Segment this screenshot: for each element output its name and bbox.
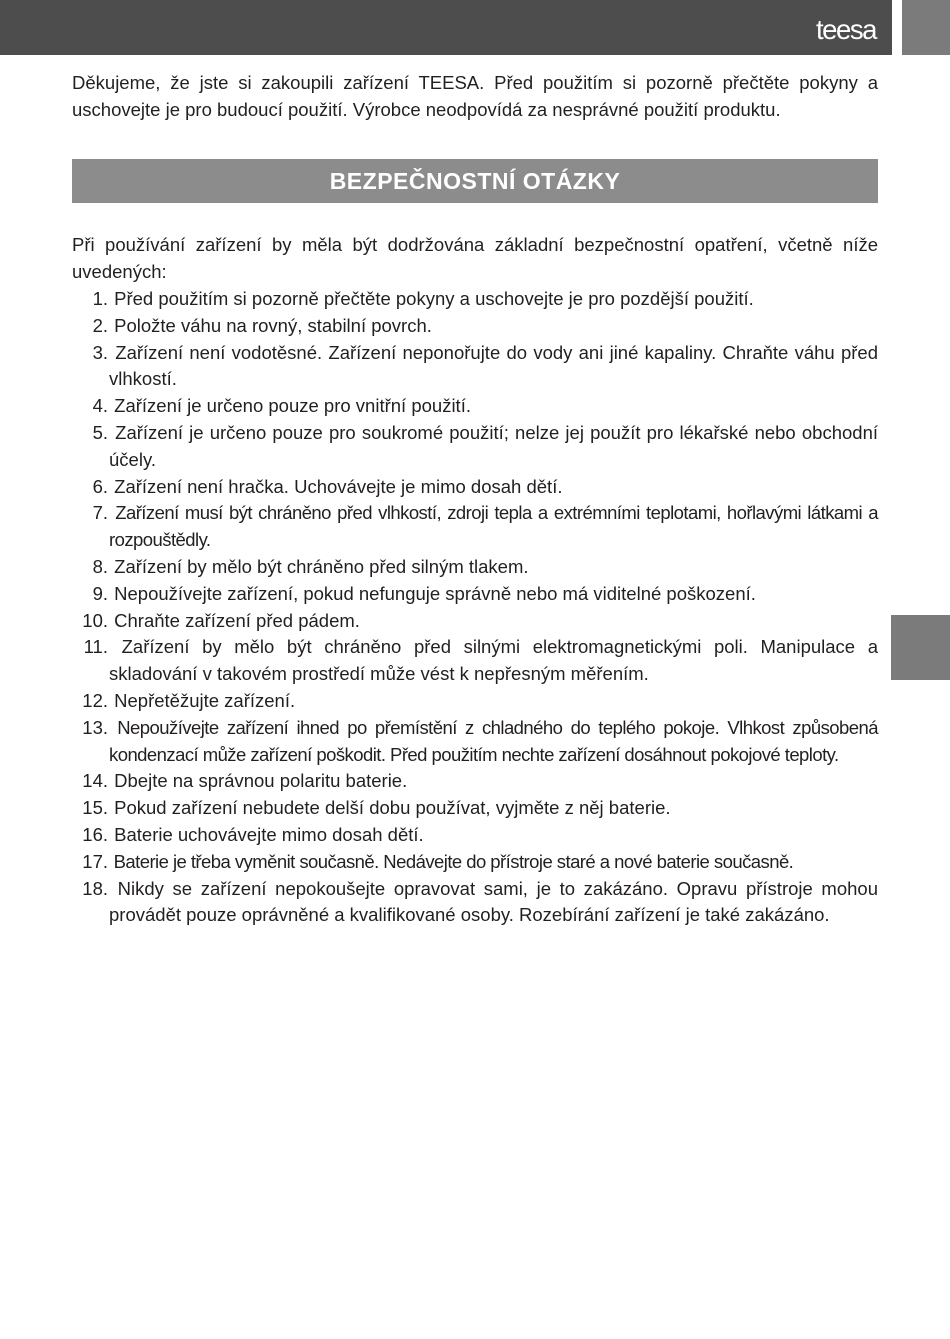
rule-text: Zařízení by mělo být chráněno před silným tlakem. [114, 555, 529, 577]
rule-number: 9. [92, 582, 108, 604]
rule-number: 2. [92, 314, 108, 336]
rule-number: 11. [83, 636, 108, 658]
teesa-logo [812, 8, 882, 48]
rule-number: 12. [82, 689, 108, 711]
rule-item [72, 768, 878, 795]
rule-text: Zařízení musí být chráněno před vlhkostí, zdroji tepla a extrémními teplotami, hořlavými látkami a rozpouštědly. [109, 502, 878, 551]
rule-item [72, 634, 878, 688]
rule-number: 3. [92, 341, 108, 363]
rule-number: 1. [92, 288, 108, 309]
rule-text: Nepoužívejte zařízení ihned po přemístění z chladného do teplého pokoje. Vlhkost způsobená kondenzací může zařízení poškodit. Před použitím nechte zařízení dosáhnout pokojové teploty. [109, 716, 878, 765]
section-heading: BEZPEČNOSTNÍ OTÁZKY [72, 159, 878, 203]
rule-item [72, 688, 878, 715]
rule-number: 10. [82, 609, 108, 631]
rule-text: Nikdy se zařízení nepokoušejte opravovat sami, je to zakázáno. Opravu přístroje mohou provádět pouze oprávněné a kvalifikované osoby. Rozebírání zařízení je také zakázáno. [109, 877, 878, 926]
rule-item [72, 822, 878, 849]
rule-item [72, 849, 878, 876]
rule-text: Nepoužívejte zařízení, pokud nefunguje správně nebo má viditelné poškození. [114, 582, 756, 604]
rule-number: 18. [82, 877, 108, 899]
rule-number: 17. [82, 850, 108, 872]
header-corner-tab [902, 0, 950, 55]
rule-number: 6. [92, 475, 108, 497]
rule-text: Zařízení není vodotěsné. Zařízení neponořujte do vody ani jiné kapaliny. Chraňte váhu před vlhkostí. [109, 341, 878, 390]
svg-text:teesa: teesa [816, 14, 878, 45]
rule-text: Chraňte zařízení před pádem. [114, 609, 360, 631]
rule-item [72, 340, 878, 394]
rule-item [72, 608, 878, 635]
rule-text: Zařízení není hračka. Uchovávejte je mimo dosah dětí. [114, 475, 563, 497]
rule-number: 16. [82, 823, 108, 845]
rule-text: Baterie je třeba vyměnit současně. Nedávejte do přístroje staré a nové baterie současně. [113, 850, 794, 872]
rule-text: Baterie uchovávejte mimo dosah dětí. [114, 823, 424, 845]
safety-rules-list [72, 286, 878, 929]
rule-number: 8. [92, 555, 108, 577]
side-page-tab [891, 615, 950, 680]
rule-item [72, 715, 878, 769]
rule-text: Položte váhu na rovný, stabilní povrch. [114, 314, 432, 336]
rule-text: Zařízení je určeno pouze pro vnitřní použití. [114, 395, 471, 417]
rule-text: Zařízení je určeno pouze pro soukromé použití; nelze jej použít pro lékařské nebo obchodní účely. [109, 421, 878, 470]
header-bar [0, 0, 892, 55]
rule-number: 15. [82, 797, 108, 819]
rule-item [72, 581, 878, 608]
rule-text: Nepřetěžujte zařízení. [114, 689, 296, 711]
rule-item [72, 474, 878, 501]
rule-item [72, 420, 878, 474]
rule-number: 13. [82, 716, 108, 738]
rule-number: 7. [92, 502, 108, 524]
rule-text: Pokud zařízení nebudete delší dobu používat, vyjměte z něj baterie. [114, 797, 671, 819]
rule-number: 4. [92, 395, 108, 417]
rule-item [72, 500, 878, 554]
intro-paragraph: Děkujeme, že jste si zakoupili zařízení TEESA. Před použitím si pozorně přečtěte pokyny a uschovejte je pro budoucí použití. Výrobce neodpovídá za nesprávné použití produktu. [72, 72, 878, 120]
lead-paragraph: Při používání zařízení by měla být dodržována základní bezpečnostní opatření, včetně níže uvedených: [72, 234, 878, 282]
rule-number: 14. [82, 770, 108, 792]
rule-text: Před použitím si pozorně přečtěte pokyny a uschovejte je pro pozdější použití. [114, 288, 754, 309]
rule-item [72, 393, 878, 420]
rule-item [72, 554, 878, 581]
rule-text: Zařízení by mělo být chráněno před silnými elektromagnetickými poli. Manipulace a skladování v takovém prostředí může vést k nepřesným měřením. [109, 636, 878, 685]
rule-item [72, 795, 878, 822]
rule-number: 5. [92, 421, 108, 443]
rule-item [72, 313, 878, 340]
rule-text: Dbejte na správnou polaritu baterie. [114, 770, 408, 792]
rule-item [72, 876, 878, 930]
rule-item [72, 286, 878, 313]
